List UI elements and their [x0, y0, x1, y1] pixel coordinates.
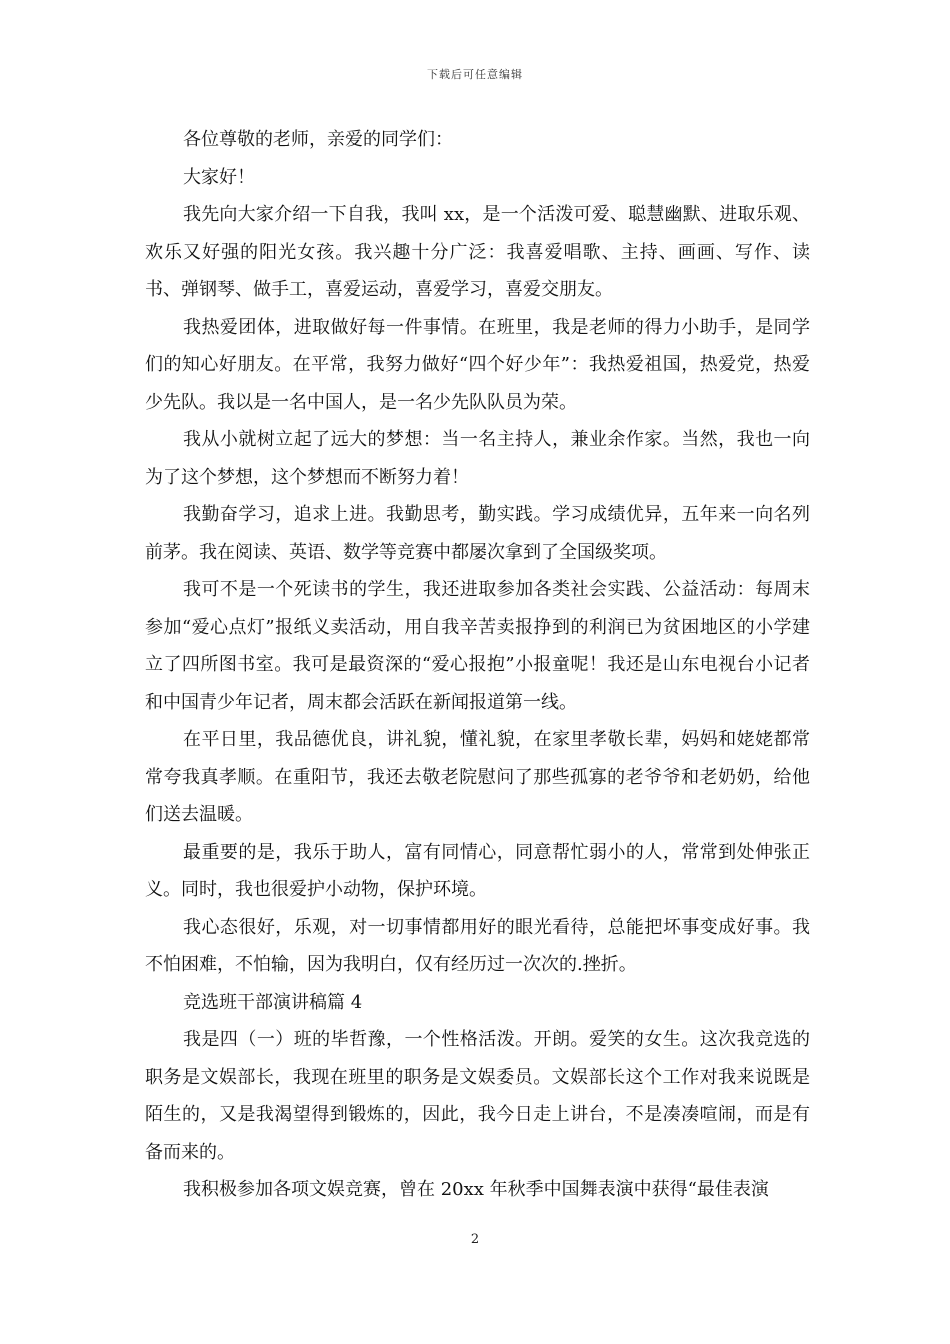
paragraph-helping-others: 最重要的是，我乐于助人，富有同情心，同意帮忙弱小的人，常常到处伸张正义。同时，我也很爱护小动物，保护环境。	[145, 841, 810, 900]
page-header: 下载后可任意编辑	[427, 68, 523, 81]
paragraph-social-practice: 我可不是一个死读书的学生，我还进取参加各类社会实践、公益活动：每周末参加“爱心点灯”报纸义卖活动，用自我辛苦卖报挣到的利润已为贫困地区的小学建立了四所图书室。我可是最资深的“爱心报抱”小报童呢！我还是山东电视台小记者和中国青少年记者，周末都会活跃在新闻报道第一线。	[145, 579, 810, 713]
page-number: 2	[470, 1232, 480, 1247]
paragraph-dream: 我从小就树立起了远大的梦想：当一名主持人，兼业余作家。当然，我也一向为了这个梦想，这个梦想而不断努力着！	[145, 429, 810, 488]
paragraph-collective: 我热爱团体，进取做好每一件事情。在班里，我是老师的得力小助手，是同学们的知心好朋友。在平常，我努力做好“四个好少年”：我热爱祖国，热爱党，热爱少先队。我以是一名中国人，是一名少先队队员为荣。	[145, 316, 810, 413]
paragraph-study: 我勤奋学习，追求上进。我勤思考，勤实践。学习成绩优异，五年来一向名列前茅。我在阅读、英语、数学等竞赛中都屡次拿到了全国级奖项。	[145, 504, 810, 563]
paragraph-achievements: 我积极参加各项文娱竞赛，曾在 20xx 年秋季中国舞表演中获得“最佳表演	[183, 1179, 769, 1200]
paragraph-self-introduction: 我先向大家介绍一下自我，我叫 xx，是一个活泼可爱、聪慧幽默、进取乐观、欢乐又好强的阳光女孩。我兴趣十分广泛：我喜爱唱歌、主持、画画、写作、读书、弹钢琴、做手工，喜爱运动，喜爱学习，喜爱交朋友。	[145, 204, 810, 300]
paragraph-candidate-intro: 我是四（一）班的毕哲豫，一个性格活泼。开朗。爱笑的女生。这次我竞选的职务是文娱部长，我现在班里的职务是文娱委员。文娱部长这个工作对我来说既是陌生的，又是我渴望得到锻炼的，因此，我今日走上讲台，不是凑凑喧闹，而是有备而来的。	[145, 1029, 810, 1163]
section-heading: 竞选班干部演讲稿篇 4	[183, 991, 363, 1013]
paragraph-attitude: 我心态很好，乐观，对一切事情都用好的眼光看待，总能把坏事变成好事。我不怕困难，不怕输，因为我明白，仅有经历过一次次的.挫折。	[145, 916, 810, 975]
document-body	[145, 121, 810, 1209]
paragraph-character: 在平日里，我品德优良，讲礼貌，懂礼貌，在家里孝敬长辈，妈妈和姥姥都常常夸我真孝顺。在重阳节，我还去敬老院慰问了那些孤寡的老爷爷和老奶奶，给他们送去温暖。	[145, 729, 810, 825]
greeting: 大家好！	[183, 166, 255, 188]
salutation: 各位尊敬的老师，亲爱的同学们：	[183, 129, 453, 150]
